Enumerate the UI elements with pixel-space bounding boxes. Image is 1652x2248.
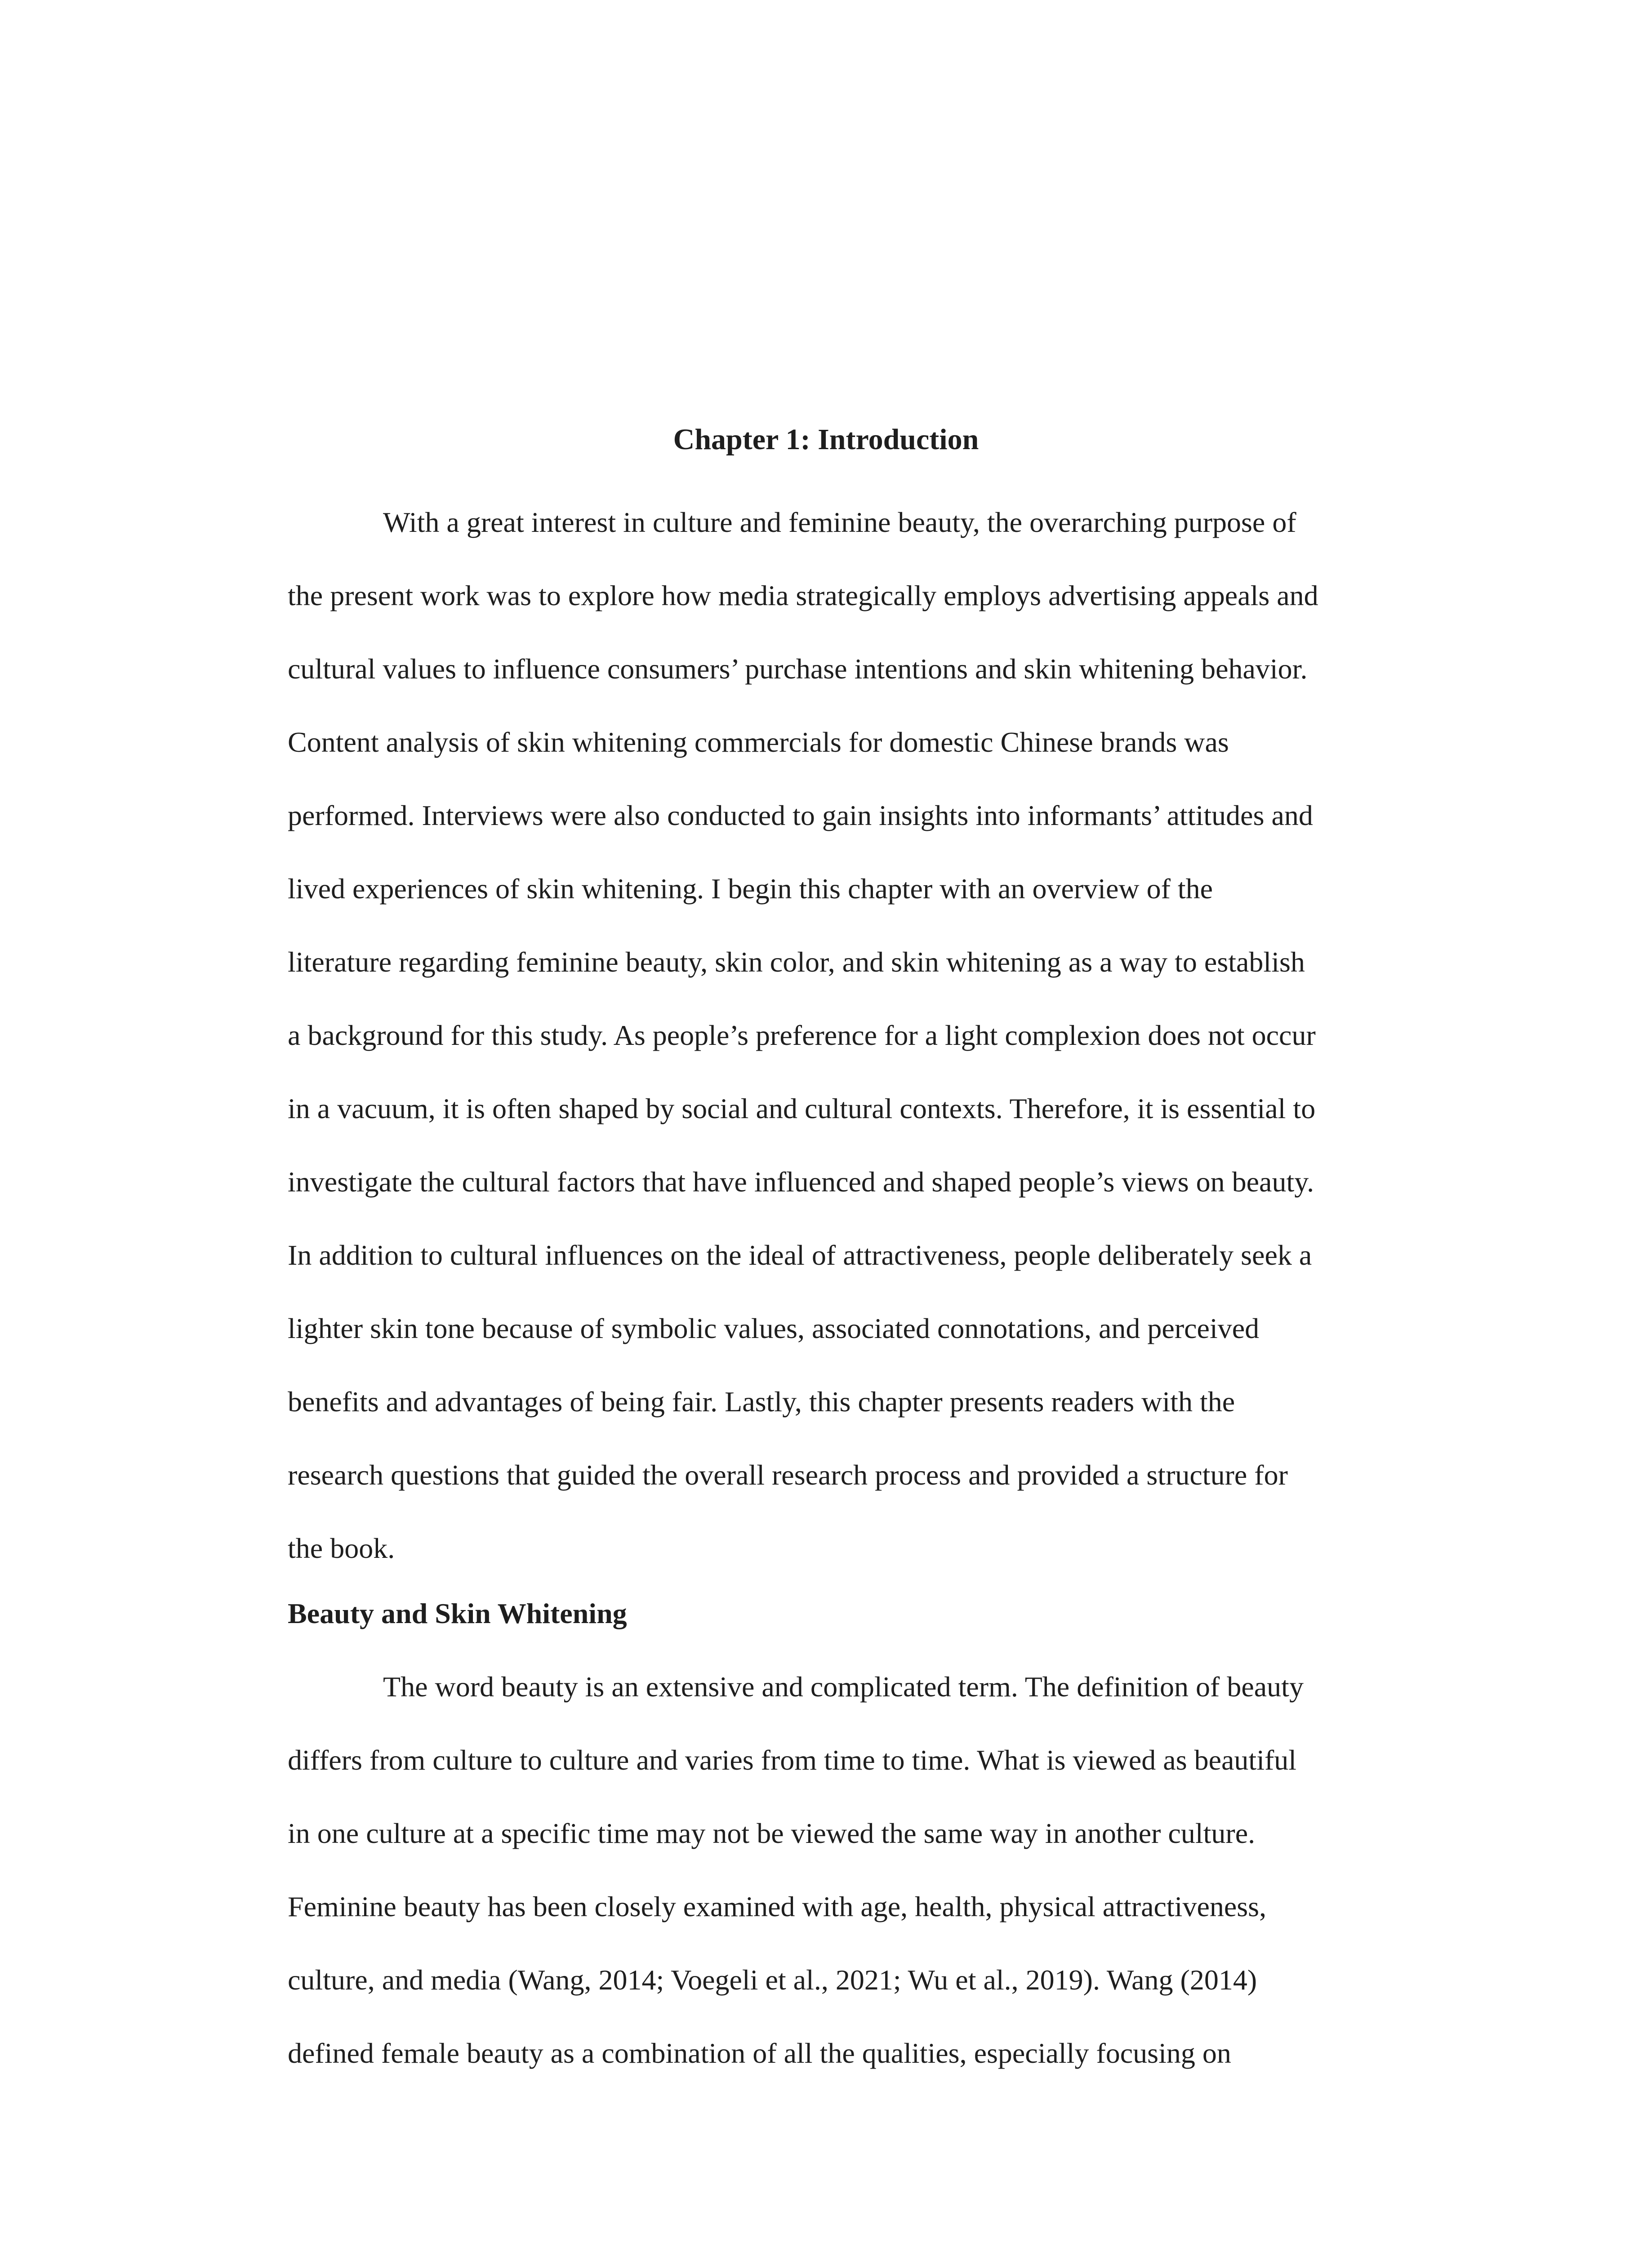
paragraph-line: literature regarding feminine beauty, skin color, and skin whitening as a way to establish	[288, 946, 1305, 978]
paragraph-line: differs from culture to culture and varies from time to time. What is viewed as beautiful	[288, 1744, 1297, 1776]
paragraph-line: in one culture at a specific time may not be viewed the same way in another culture.	[288, 1817, 1256, 1849]
paragraph-line: Content analysis of skin whitening commercials for domestic Chinese brands was	[288, 726, 1229, 758]
chapter-title: Chapter 1: Introduction	[673, 423, 979, 456]
paragraph-line: The word beauty is an extensive and complicated term. The definition of beauty	[383, 1671, 1304, 1703]
paragraph-line: lighter skin tone because of symbolic values, associated connotations, and perceived	[288, 1312, 1260, 1344]
paragraph-line: Feminine beauty has been closely examined with age, health, physical attractiveness,	[288, 1891, 1267, 1922]
paragraph-line: the present work was to explore how media strategically employs advertising appeals and	[288, 580, 1318, 611]
paragraph-line: cultural values to influence consumers’ purchase intentions and skin whitening behavior.	[288, 653, 1308, 685]
paragraph-line: With a great interest in culture and feminine beauty, the overarching purpose of	[383, 506, 1296, 538]
paragraph-line: research questions that guided the overall research process and provided a structure for	[288, 1459, 1288, 1491]
beauty-section	[288, 1577, 1434, 2090]
paragraph-line: performed. Interviews were also conducted to gain insights into informants’ attitudes and	[288, 799, 1313, 831]
paragraph-line: the book.	[288, 1532, 395, 1564]
paragraph-line: in a vacuum, it is often shaped by social and cultural contexts. Therefore, it is essential to	[288, 1093, 1316, 1124]
paragraph-line: In addition to cultural influences on the ideal of attractiveness, people deliberately seek a	[288, 1239, 1312, 1271]
paragraph-line: lived experiences of skin whitening. I begin this chapter with an overview of the	[288, 873, 1213, 905]
section-heading: Beauty and Skin Whitening	[288, 1597, 627, 1629]
paragraph-line: a background for this study. As people’s preference for a light complexion does not occur	[288, 1019, 1316, 1051]
paragraph-line: defined female beauty as a combination of all the qualities, especially focusing on	[288, 2037, 1231, 2069]
paragraph-line: investigate the cultural factors that have influenced and shaped people’s views on beauty.	[288, 1166, 1314, 1198]
intro-paragraph	[288, 486, 1434, 1585]
paragraph-line: culture, and media (Wang, 2014; Voegeli et al., 2021; Wu et al., 2019). Wang (2014)	[288, 1964, 1257, 1996]
paragraph-line: benefits and advantages of being fair. Lastly, this chapter presents readers with the	[288, 1386, 1235, 1418]
